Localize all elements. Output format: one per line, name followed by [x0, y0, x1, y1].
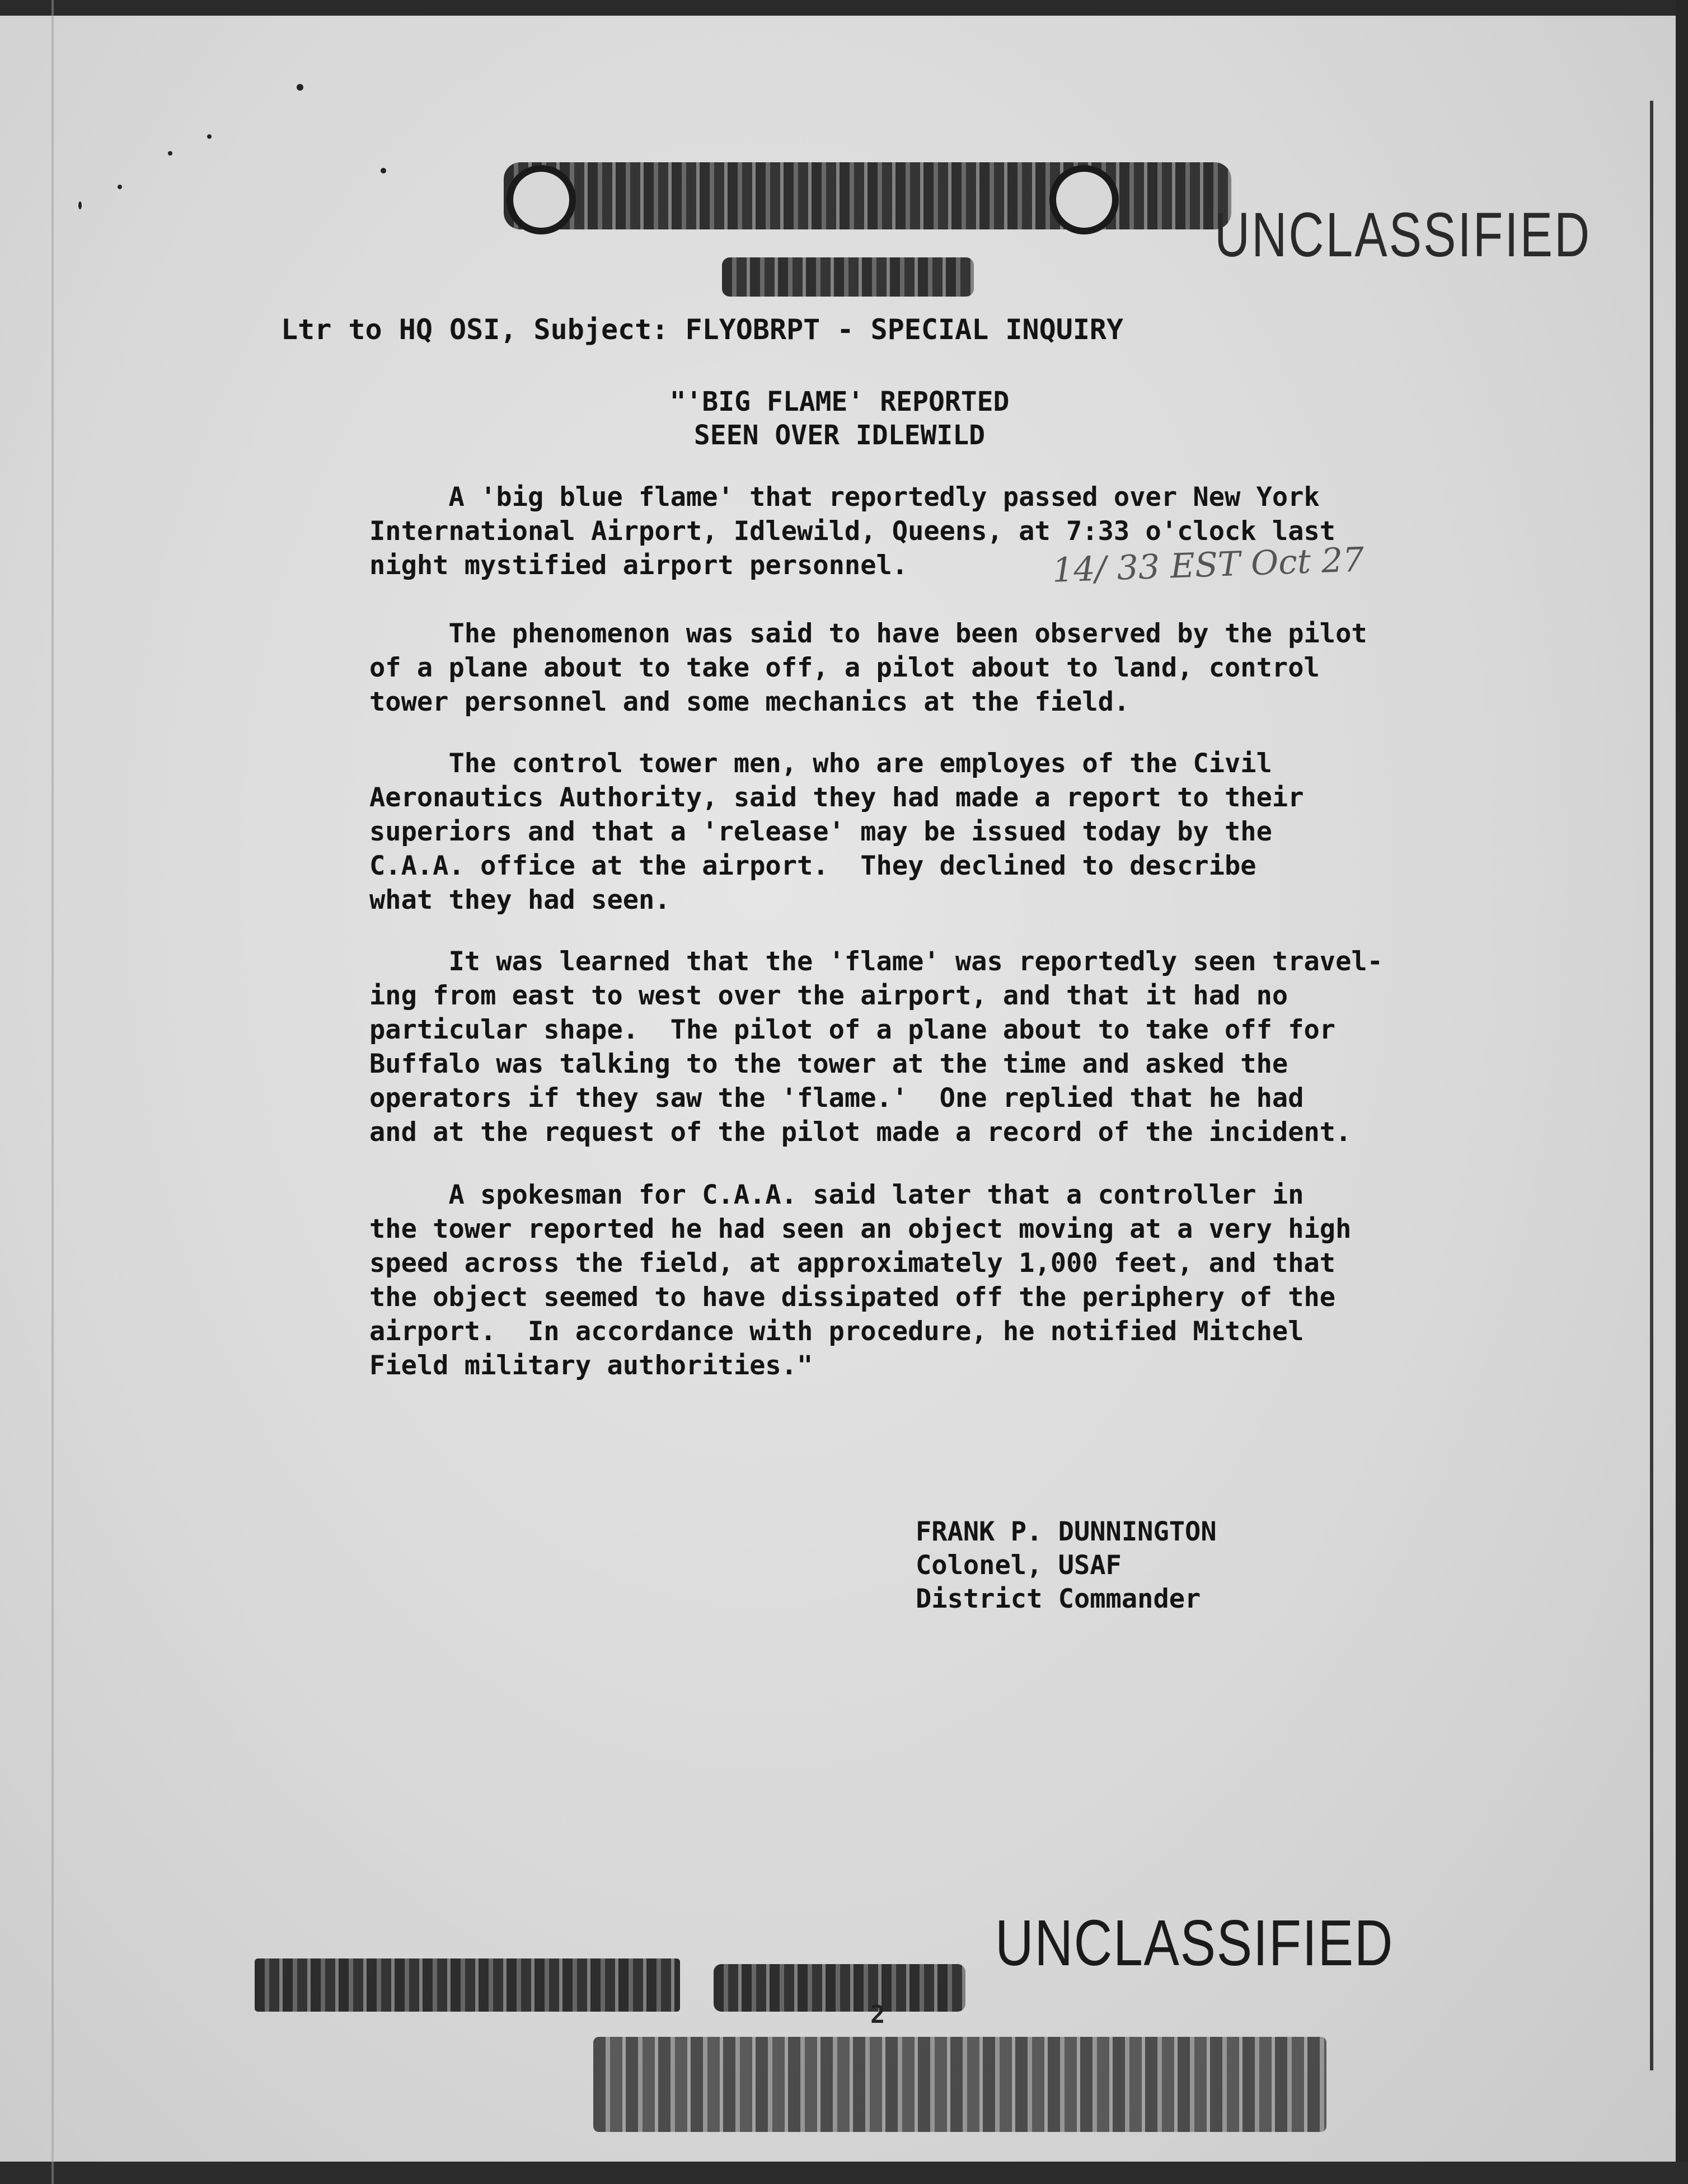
signature-block [916, 1515, 1217, 1616]
handwritten-annotation: 14/ 33 EST Oct 27 [1051, 540, 1365, 590]
signer-title: District Commander [916, 1584, 1201, 1614]
paragraph-4: It was learned that the 'flame' was reportedly seen travel- ing from east to west over the airport, and that it had no particular shape. The pilot of a plane about to take off for Buffalo was talking to the tower at the time and asked the operators if they saw the 'flame.' One replied that he had and at the request of the pilot made a record of the incident. [369, 946, 1383, 1148]
scan-edge-right [1676, 0, 1688, 2184]
scan-edge-top [0, 0, 1688, 16]
signer-rank: Colonel, USAF [916, 1550, 1122, 1581]
security-stamp-top-redaction [722, 257, 974, 297]
speck [168, 151, 172, 156]
unclassified-stamp-bottom: UNCLASSIFIED [995, 1906, 1394, 1979]
signer-name: FRANK P. DUNNINGTON [916, 1516, 1217, 1547]
speck [118, 185, 122, 189]
page-number: 2 [870, 2000, 885, 2029]
speck [207, 134, 212, 139]
security-stamp-top [504, 162, 1231, 229]
restricted-stamp-bottom [714, 1964, 965, 2012]
speck [297, 84, 303, 91]
speck [381, 168, 386, 173]
stamp-ring-icon [507, 165, 576, 234]
subject-line: Ltr to HQ OSI, Subject: FLYOBRPT - SPECIAL INQUIRY [281, 313, 1124, 346]
speck [78, 201, 82, 209]
stamp-ring-icon [1049, 165, 1119, 234]
headline-line-2: SEEN OVER IDLEWILD [693, 420, 986, 451]
scan-line-left [51, 0, 54, 2184]
scan-line-right [1650, 101, 1653, 2070]
news-headline [616, 385, 1063, 452]
paragraph-5: A spokesman for C.A.A. said later that a controller in the tower reported he had seen an object moving at a very high speed across the field, at approximately 1,000 feet, and that the object seemed to have dissipated off the periphery of the airport. In accordance with procedure, he notified Mitchel Field military authorities." [369, 1180, 1352, 1381]
headline-line-1: "'BIG FLAME' REPORTED [669, 386, 1010, 417]
unclassified-stamp-top: UNCLASSIFIED [1215, 200, 1592, 270]
security-stamp-bottom-left [255, 1958, 680, 2012]
paragraph-3: The control tower men, who are employes of the Civil Aeronautics Authority, said they had made a report to their superiors and that a 'release' may be issued today by the C.A.A. office at the airport. They declined to describe what they had seen. [369, 748, 1304, 915]
scan-edge-bottom [0, 2162, 1688, 2184]
paragraph-1: A 'big blue flame' that reportedly passed over New York International Airport, Idlewild, Queens, at 7:33 o'clock last night mystified airport personnel. [369, 482, 1336, 581]
security-stamp-bottom-wide [593, 2037, 1326, 2132]
paragraph-2: The phenomenon was said to have been observed by the pilot of a plane about to take off, a pilot about to land, control tower personnel and some mechanics at the field. [369, 618, 1367, 717]
